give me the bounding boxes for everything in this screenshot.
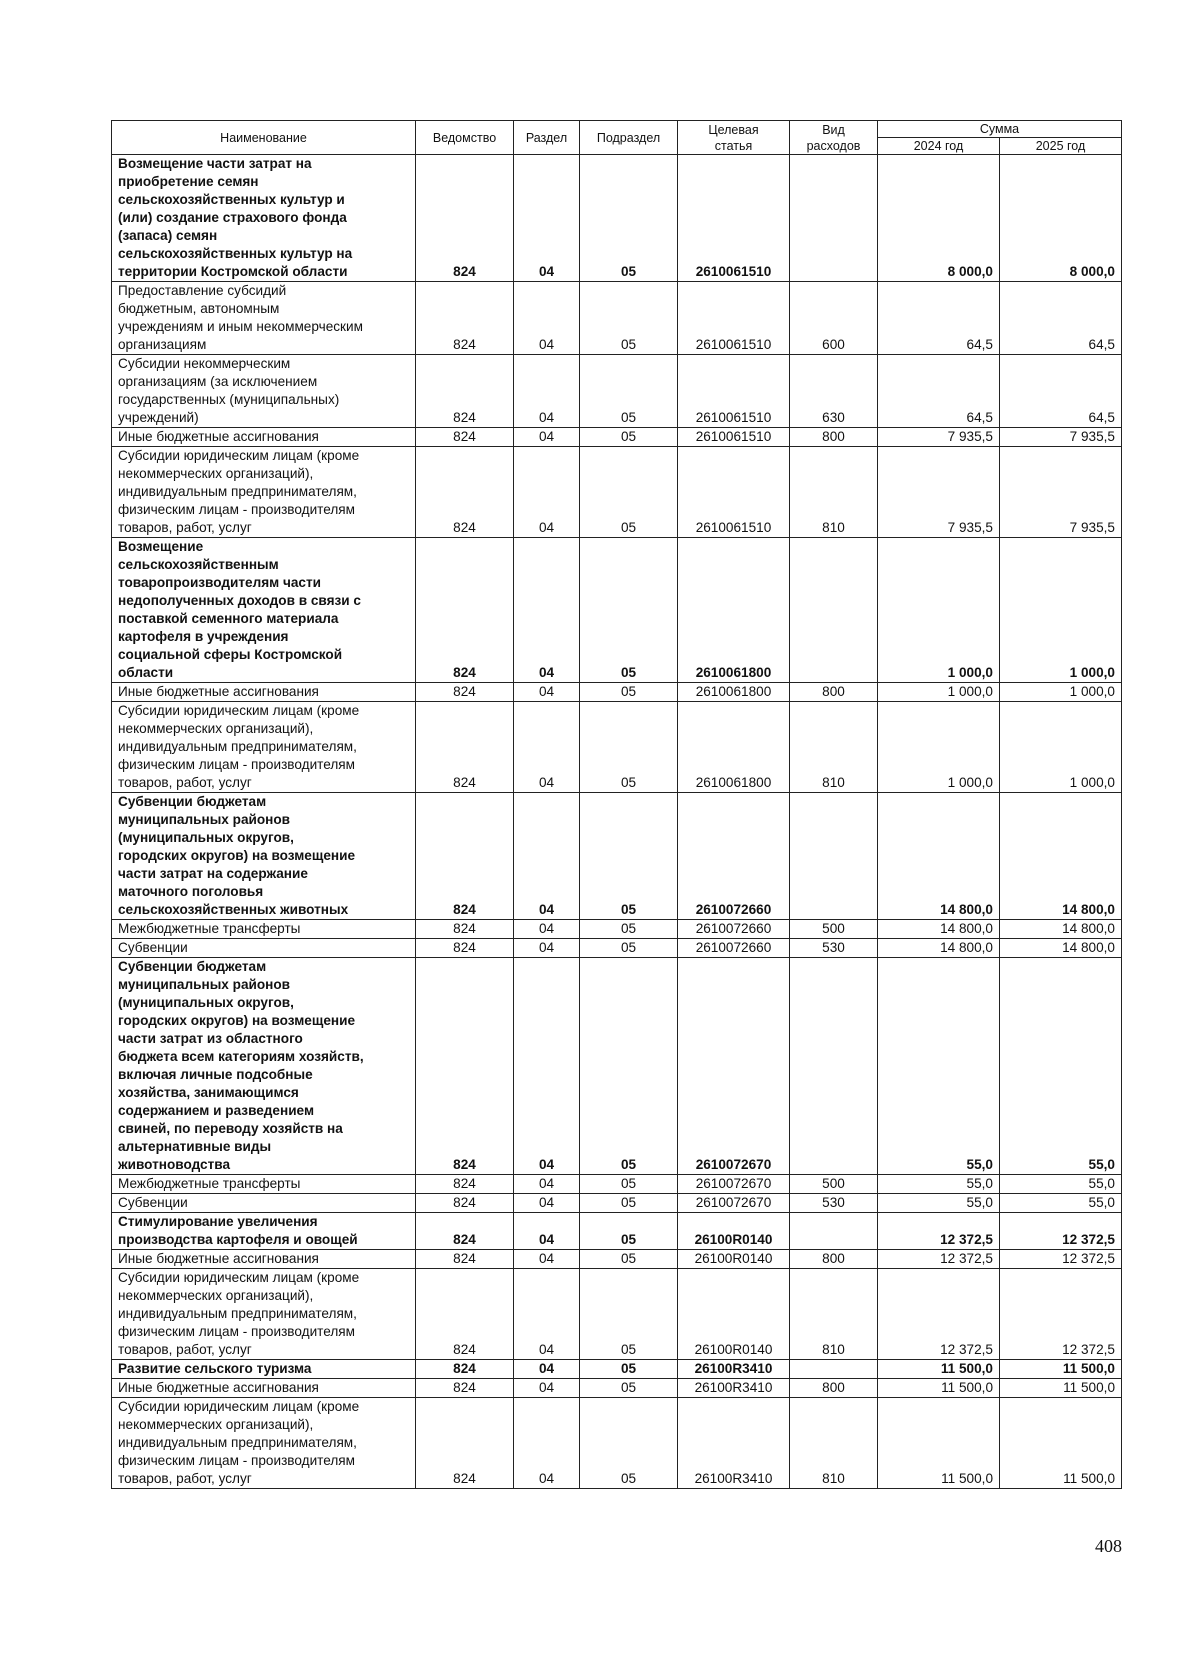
cell-podrazdel: 05 [580,155,678,282]
cell-podrazdel: 05 [580,1175,678,1194]
cell-podrazdel: 05 [580,1360,678,1379]
cell-sum-2024: 64,5 [878,355,1000,428]
cell-razdel: 04 [514,683,580,702]
cell-vid-raskhodov [790,793,878,920]
cell-sum-2025: 1 000,0 [1000,683,1122,702]
cell-vedomstvo: 824 [416,702,514,793]
cell-name: Субвенции бюджетам муниципальных районов (муниципальных округов, городских округов) на возмещение части затрат из областного бюджета всем категориям хозяйств, включая личные подсобные хозяйства, занимающимся содержанием и разведением свиней, по переводу хозяйств на альтернативные виды животноводства [112,958,416,1175]
cell-sum-2024: 55,0 [878,1194,1000,1213]
cell-celevaya-statya: 2610072670 [678,1194,790,1213]
table-row [112,1360,1122,1379]
cell-name: Субсидии юридическим лицам (кроме некоммерческих организаций), индивидуальным предпринимателям, физическим лицам - производителям товаров, работ, услуг [112,1398,416,1489]
table-row [112,958,1122,1175]
cell-celevaya-statya: 2610061800 [678,702,790,793]
cell-name: Субсидии юридическим лицам (кроме некоммерческих организаций), индивидуальным предпринимателям, физическим лицам - производителям товаров, работ, услуг [112,447,416,538]
header-2024: 2024 год [878,138,1000,155]
cell-sum-2025: 12 372,5 [1000,1213,1122,1250]
cell-celevaya-statya: 26100R0140 [678,1250,790,1269]
header-name: Наименование [112,121,416,155]
header-2025: 2025 год [1000,138,1122,155]
cell-celevaya-statya: 2610061510 [678,447,790,538]
table-header [112,121,1122,155]
cell-vid-raskhodov: 630 [790,355,878,428]
cell-vedomstvo: 824 [416,538,514,683]
cell-celevaya-statya: 2610072670 [678,1175,790,1194]
cell-celevaya-statya: 2610072670 [678,958,790,1175]
cell-razdel: 04 [514,1213,580,1250]
cell-name: Развитие сельского туризма [112,1360,416,1379]
cell-podrazdel: 05 [580,702,678,793]
table-row [112,155,1122,282]
cell-sum-2024: 1 000,0 [878,683,1000,702]
cell-sum-2024: 11 500,0 [878,1398,1000,1489]
cell-sum-2025: 1 000,0 [1000,538,1122,683]
cell-name: Межбюджетные трансферты [112,1175,416,1194]
cell-vid-raskhodov [790,538,878,683]
cell-sum-2025: 1 000,0 [1000,702,1122,793]
cell-sum-2024: 11 500,0 [878,1360,1000,1379]
cell-vid-raskhodov [790,1213,878,1250]
cell-celevaya-statya: 26100R3410 [678,1398,790,1489]
header-celevaya-statya: Целевая статья [678,121,790,155]
cell-vedomstvo: 824 [416,447,514,538]
cell-vid-raskhodov: 810 [790,1398,878,1489]
header-razdel: Раздел [514,121,580,155]
cell-sum-2024: 11 500,0 [878,1379,1000,1398]
cell-vid-raskhodov: 500 [790,920,878,939]
table-row [112,355,1122,428]
cell-vedomstvo: 824 [416,355,514,428]
cell-vid-raskhodov: 800 [790,428,878,447]
table-body [112,155,1122,1489]
cell-name: Межбюджетные трансферты [112,920,416,939]
cell-vedomstvo: 824 [416,1379,514,1398]
cell-name: Иные бюджетные ассигнования [112,1250,416,1269]
cell-sum-2025: 55,0 [1000,1175,1122,1194]
header-summa: Сумма [878,121,1122,138]
cell-vedomstvo: 824 [416,428,514,447]
cell-celevaya-statya: 2610072660 [678,793,790,920]
cell-razdel: 04 [514,155,580,282]
table-row [112,793,1122,920]
cell-celevaya-statya: 26100R0140 [678,1213,790,1250]
cell-podrazdel: 05 [580,1398,678,1489]
cell-podrazdel: 05 [580,793,678,920]
cell-name: Субвенции [112,939,416,958]
cell-sum-2024: 14 800,0 [878,920,1000,939]
cell-celevaya-statya: 26100R3410 [678,1379,790,1398]
cell-sum-2024: 7 935,5 [878,428,1000,447]
cell-vedomstvo: 824 [416,1360,514,1379]
cell-podrazdel: 05 [580,939,678,958]
cell-vid-raskhodov [790,155,878,282]
cell-sum-2025: 7 935,5 [1000,428,1122,447]
cell-razdel: 04 [514,1175,580,1194]
cell-podrazdel: 05 [580,1379,678,1398]
cell-podrazdel: 05 [580,958,678,1175]
cell-razdel: 04 [514,355,580,428]
cell-celevaya-statya: 2610061510 [678,355,790,428]
cell-sum-2024: 55,0 [878,1175,1000,1194]
cell-sum-2025: 11 500,0 [1000,1398,1122,1489]
cell-podrazdel: 05 [580,282,678,355]
cell-podrazdel: 05 [580,355,678,428]
cell-sum-2025: 55,0 [1000,958,1122,1175]
header-vedomstvo: Ведомство [416,121,514,155]
cell-celevaya-statya: 26100R0140 [678,1269,790,1360]
cell-razdel: 04 [514,1398,580,1489]
cell-vid-raskhodov: 530 [790,1194,878,1213]
cell-name: Субвенции бюджетам муниципальных районов (муниципальных округов, городских округов) на возмещение части затрат на содержание маточного поголовья сельскохозяйственных животных [112,793,416,920]
cell-podrazdel: 05 [580,1269,678,1360]
cell-vid-raskhodov: 800 [790,1250,878,1269]
table-row [112,683,1122,702]
cell-vedomstvo: 824 [416,939,514,958]
cell-vid-raskhodov [790,1360,878,1379]
cell-vedomstvo: 824 [416,1175,514,1194]
cell-name: Стимулирование увеличения производства картофеля и овощей [112,1213,416,1250]
cell-name: Возмещение части затрат на приобретение семян сельскохозяйственных культур и (или) создание страхового фонда (запаса) семян сельскохозяйственных культур на территории Костромской области [112,155,416,282]
cell-name: Субсидии юридическим лицам (кроме некоммерческих организаций), индивидуальным предпринимателям, физическим лицам - производителям товаров, работ, услуг [112,702,416,793]
table-row [112,939,1122,958]
cell-razdel: 04 [514,282,580,355]
cell-vedomstvo: 824 [416,683,514,702]
cell-podrazdel: 05 [580,1250,678,1269]
cell-name: Возмещение сельскохозяйственным товаропроизводителям части недополученных доходов в связи с поставкой семенного материала картофеля в учреждения социальной сферы Костромской области [112,538,416,683]
cell-razdel: 04 [514,1360,580,1379]
table-row [112,282,1122,355]
cell-podrazdel: 05 [580,920,678,939]
table-row [112,1175,1122,1194]
budget-table [111,120,1122,1489]
cell-celevaya-statya: 2610061510 [678,282,790,355]
cell-podrazdel: 05 [580,428,678,447]
header-vid-raskhodov: Вид расходов [790,121,878,155]
cell-sum-2025: 14 800,0 [1000,920,1122,939]
cell-vid-raskhodov: 810 [790,702,878,793]
cell-sum-2024: 12 372,5 [878,1269,1000,1360]
cell-sum-2025: 64,5 [1000,355,1122,428]
cell-celevaya-statya: 2610072660 [678,939,790,958]
cell-razdel: 04 [514,702,580,793]
cell-sum-2024: 55,0 [878,958,1000,1175]
cell-razdel: 04 [514,1269,580,1360]
cell-name: Субсидии юридическим лицам (кроме некоммерческих организаций), индивидуальным предпринимателям, физическим лицам - производителям товаров, работ, услуг [112,1269,416,1360]
table-row [112,428,1122,447]
cell-celevaya-statya: 2610061800 [678,683,790,702]
cell-vedomstvo: 824 [416,1213,514,1250]
cell-sum-2025: 8 000,0 [1000,155,1122,282]
cell-sum-2025: 55,0 [1000,1194,1122,1213]
cell-vid-raskhodov: 600 [790,282,878,355]
cell-vid-raskhodov: 500 [790,1175,878,1194]
table-row [112,538,1122,683]
cell-sum-2025: 11 500,0 [1000,1360,1122,1379]
cell-vid-raskhodov: 810 [790,1269,878,1360]
cell-sum-2024: 64,5 [878,282,1000,355]
cell-podrazdel: 05 [580,683,678,702]
cell-vedomstvo: 824 [416,920,514,939]
cell-celevaya-statya: 2610072660 [678,920,790,939]
cell-sum-2025: 12 372,5 [1000,1269,1122,1360]
cell-name: Субвенции [112,1194,416,1213]
cell-celevaya-statya: 2610061510 [678,155,790,282]
table-row [112,1250,1122,1269]
cell-vedomstvo: 824 [416,1398,514,1489]
cell-razdel: 04 [514,1194,580,1213]
cell-sum-2025: 14 800,0 [1000,793,1122,920]
cell-vedomstvo: 824 [416,282,514,355]
cell-sum-2024: 1 000,0 [878,702,1000,793]
table-row [112,447,1122,538]
cell-razdel: 04 [514,428,580,447]
cell-sum-2024: 14 800,0 [878,793,1000,920]
cell-sum-2024: 12 372,5 [878,1213,1000,1250]
cell-sum-2025: 64,5 [1000,282,1122,355]
cell-name: Предоставление субсидий бюджетным, автономным учреждениям и иным некоммерческим организациям [112,282,416,355]
table-row [112,1194,1122,1213]
cell-podrazdel: 05 [580,1213,678,1250]
cell-razdel: 04 [514,538,580,683]
cell-vid-raskhodov: 800 [790,683,878,702]
cell-razdel: 04 [514,793,580,920]
cell-sum-2025: 14 800,0 [1000,939,1122,958]
cell-vid-raskhodov: 810 [790,447,878,538]
cell-podrazdel: 05 [580,447,678,538]
cell-vedomstvo: 824 [416,1269,514,1360]
table-row [112,1398,1122,1489]
cell-vedomstvo: 824 [416,1250,514,1269]
cell-razdel: 04 [514,1250,580,1269]
cell-celevaya-statya: 26100R3410 [678,1360,790,1379]
cell-name: Субсидии некоммерческим организациям (за исключением государственных (муниципальных) учреждений) [112,355,416,428]
cell-sum-2025: 7 935,5 [1000,447,1122,538]
cell-sum-2024: 8 000,0 [878,155,1000,282]
header-podrazdel: Подраздел [580,121,678,155]
table-row [112,1269,1122,1360]
cell-vedomstvo: 824 [416,793,514,920]
cell-sum-2024: 7 935,5 [878,447,1000,538]
cell-razdel: 04 [514,958,580,1175]
cell-name: Иные бюджетные ассигнования [112,1379,416,1398]
cell-vedomstvo: 824 [416,1194,514,1213]
cell-razdel: 04 [514,920,580,939]
table-row [112,1379,1122,1398]
cell-celevaya-statya: 2610061510 [678,428,790,447]
table-row [112,920,1122,939]
cell-sum-2025: 12 372,5 [1000,1250,1122,1269]
cell-podrazdel: 05 [580,1194,678,1213]
cell-vedomstvo: 824 [416,155,514,282]
cell-sum-2025: 11 500,0 [1000,1379,1122,1398]
cell-celevaya-statya: 2610061800 [678,538,790,683]
cell-vid-raskhodov: 800 [790,1379,878,1398]
cell-vid-raskhodov [790,958,878,1175]
page-number: 408 [1095,1536,1122,1556]
cell-razdel: 04 [514,939,580,958]
cell-sum-2024: 1 000,0 [878,538,1000,683]
cell-podrazdel: 05 [580,538,678,683]
cell-razdel: 04 [514,1379,580,1398]
cell-vid-raskhodov: 530 [790,939,878,958]
table-row [112,702,1122,793]
cell-razdel: 04 [514,447,580,538]
table-row [112,1213,1122,1250]
cell-sum-2024: 14 800,0 [878,939,1000,958]
cell-name: Иные бюджетные ассигнования [112,428,416,447]
cell-name: Иные бюджетные ассигнования [112,683,416,702]
cell-vedomstvo: 824 [416,958,514,1175]
cell-sum-2024: 12 372,5 [878,1250,1000,1269]
